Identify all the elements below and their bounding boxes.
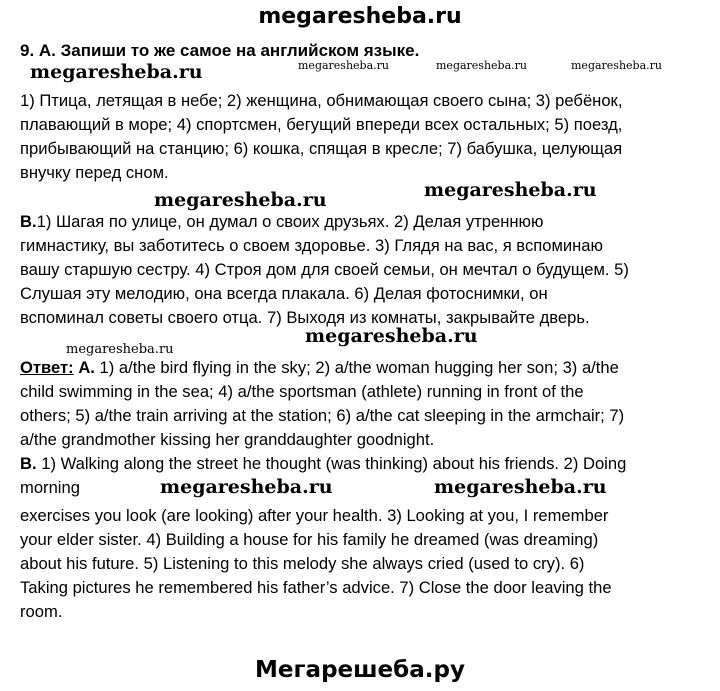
watermark: megaresheba.ru [30, 61, 203, 83]
footer-brand: Мегарешеба.ру [255, 657, 465, 683]
section-b-label: В. [20, 212, 37, 231]
watermark: megaresheba.ru [66, 342, 174, 357]
answer-b-line: room. [20, 602, 63, 621]
answer-a-line: others; 5) a/the train arriving at the station; 6) a/the cat sleeping in the armchair; 7) [20, 406, 625, 425]
watermark: megaresheba.ru [436, 59, 527, 72]
section-b-line: гимнастику, вы заботитесь о своем здоровье. 3) Глядя на вас, я вспоминаю [20, 236, 603, 255]
section-a-line: 1) Птица, летящая в небе; 2) женщина, обнимающая своего сына; 3) ребёнок, [20, 91, 623, 110]
answer-b-line: morning [20, 478, 80, 497]
watermark: megaresheba.ru [154, 189, 327, 211]
answer-b-line: exercises you look (are looking) after your health. 3) Looking at you, I remember [20, 506, 609, 525]
watermark: megaresheba.ru [424, 179, 597, 201]
answer-b-line: about his future. 5) Listening to this melody she always cried (used to cry). 6) [20, 554, 585, 573]
answer-b-label: B. [20, 454, 37, 473]
answer-b-line: Taking pictures he remembered his father’s advice. 7) Close the door leaving the [20, 578, 612, 597]
watermark: megaresheba.ru [298, 59, 389, 72]
section-b-line: вашу старшую сестру. 4) Строя дом для своей семьи, он мечтал о будущем. 5) [20, 260, 629, 279]
section-b-text [20, 210, 710, 330]
answer-b-line: 1) Walking along the street he thought (was thinking) about his friends. 2) Doing [41, 454, 627, 473]
answer-a-label: А. [78, 358, 95, 377]
section-a-text [20, 89, 710, 185]
answer-a-text [20, 356, 710, 452]
section-b-line: Слушая эту мелодию, она всегда плакала. 6) Делая фотоснимки, он [20, 284, 548, 303]
watermark: megaresheba.ru [305, 325, 478, 347]
section-a-line: прибывающий на станцию; 6) кошка, спящая в кресле; 7) бабушка, целующая [20, 139, 623, 158]
watermark: megaresheba.ru [434, 476, 607, 498]
answer-b-line: your elder sister. 4) Building a house for his family he dreamed (was dreaming) [20, 530, 599, 549]
section-a-line: внучку перед сном. [20, 163, 169, 182]
task-heading: 9. А. Запиши то же самое на английском языке. [20, 41, 420, 60]
watermark: megaresheba.ru [571, 59, 662, 72]
section-b-line: вспоминал советы своего отца. 7) Выходя из комнаты, закрывайте дверь. [20, 308, 590, 327]
watermark: megaresheba.ru [160, 476, 333, 498]
answer-a-line: 1) a/the bird flying in the sky; 2) a/the woman hugging her son; 3) a/the [99, 358, 619, 377]
section-b-line: 1) Шагая по улице, он думал о своих друзьях. 2) Делая утреннюю [36, 212, 544, 231]
answer-a-line: a/the grandmother kissing her granddaughter goodnight. [20, 430, 435, 449]
section-a-line: плавающий в море; 4) спортсмен, бегущий впереди всех остальных; 5) поезд, [20, 115, 623, 134]
header-watermark: megaresheba.ru [258, 4, 462, 29]
answer-label: Ответ: [20, 358, 74, 377]
answer-a-line: child swimming in the sea; 4) a/the sportsman (athlete) running in front of the [20, 382, 584, 401]
